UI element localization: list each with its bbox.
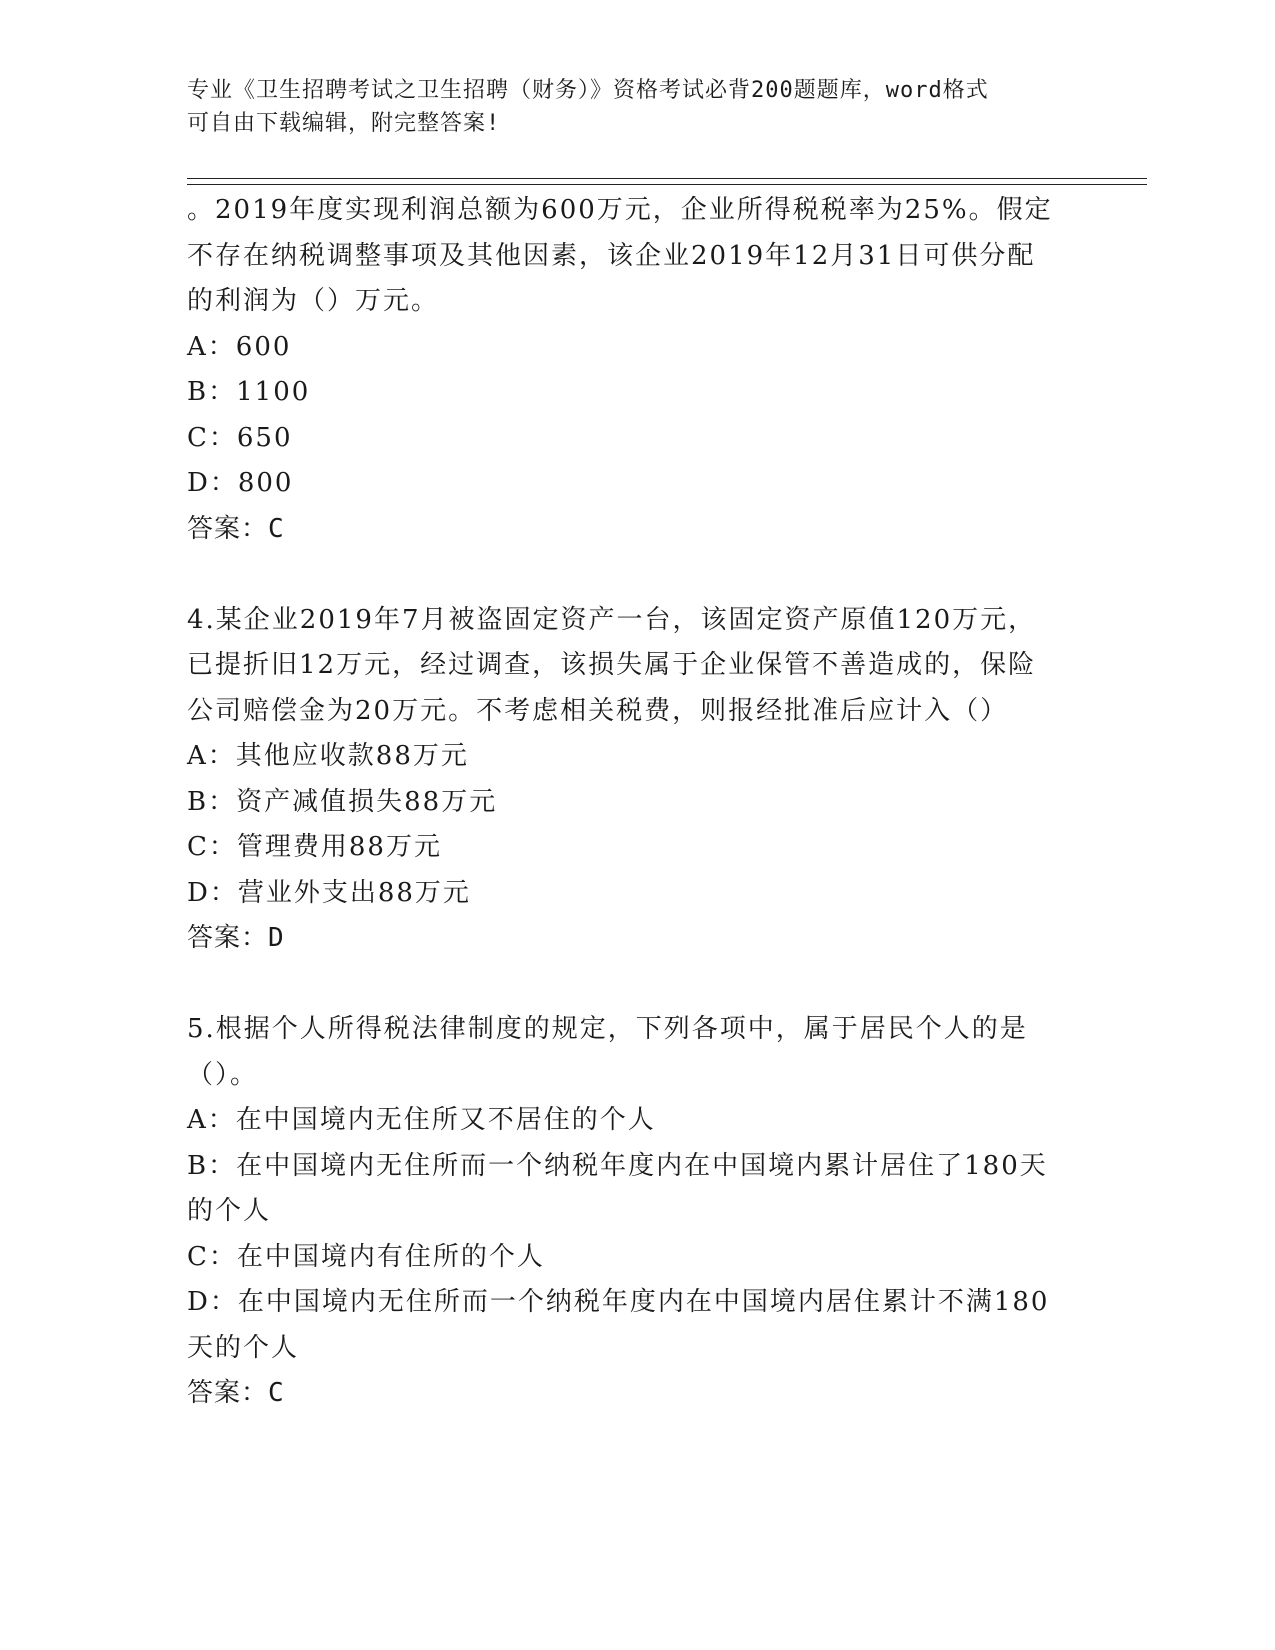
option-d-continued: 天的个人 xyxy=(187,1332,300,1363)
answer-line: 答案：C xyxy=(187,1378,285,1408)
question-stem-line: （）。 xyxy=(187,1059,259,1090)
question-stem-line: 已提折旧12万元，经过调查，该损失属于企业保管不善造成的，保险 xyxy=(187,650,1037,680)
question-spacer xyxy=(187,962,1077,1008)
header-divider xyxy=(187,178,1147,185)
question-stem-line: 公司赔偿金为20万元。不考虑相关税费，则报经批准后应计入（） xyxy=(187,695,1009,726)
question-5 xyxy=(187,1007,1077,1417)
option-c: C：在中国境内有住所的个人 xyxy=(187,1241,545,1272)
option-c: C：管理费用88万元 xyxy=(187,832,442,862)
option-b: B：资产减值损失88万元 xyxy=(187,786,498,817)
option-a: A：其他应收款88万元 xyxy=(187,741,469,771)
question-stem-line: 的利润为（）万元。 xyxy=(187,286,440,316)
option-d: D：800 xyxy=(187,468,294,498)
question-spacer xyxy=(187,552,1077,598)
option-a: A：600 xyxy=(187,331,292,362)
option-b: B：在中国境内无住所而一个纳税年度内在中国境内累计居住了180天 xyxy=(187,1150,1048,1181)
option-d: D：在中国境内无住所而一个纳税年度内在中国境内居住累计不满180 xyxy=(187,1287,1050,1317)
option-c: C：650 xyxy=(187,422,293,453)
answer-line: 答案：D xyxy=(187,923,285,953)
header-title-line-2: 可自由下载编辑，附完整答案! xyxy=(187,111,501,136)
question-list xyxy=(187,188,1077,1417)
option-b-continued: 的个人 xyxy=(187,1196,272,1226)
answer-line: 答案：C xyxy=(187,513,285,544)
question-stem-line: 4.某企业2019年7月被盗固定资产一台，该固定资产原值120万元， xyxy=(187,604,1037,635)
option-b: B：1100 xyxy=(187,377,311,407)
option-a: A：在中国境内无住所又不居住的个人 xyxy=(187,1105,656,1135)
question-stem-line: 。2019年度实现利润总额为600万元，企业所得税税率为25%。假定 xyxy=(187,195,1053,225)
question-4 xyxy=(187,598,1077,962)
option-d: D：营业外支出88万元 xyxy=(187,877,471,908)
header-title-line-1: 专业《卫生招聘考试之卫生招聘（财务）》资格考试必背200题题库，word格式 xyxy=(187,78,989,103)
question-3 xyxy=(187,188,1077,552)
question-stem-line: 5.根据个人所得税法律制度的规定，下列各项中，属于居民个人的是 xyxy=(187,1014,1028,1044)
document-header xyxy=(187,74,1067,140)
question-stem-line: 不存在纳税调整事项及其他因素，该企业2019年12月31日可供分配 xyxy=(187,240,1036,271)
